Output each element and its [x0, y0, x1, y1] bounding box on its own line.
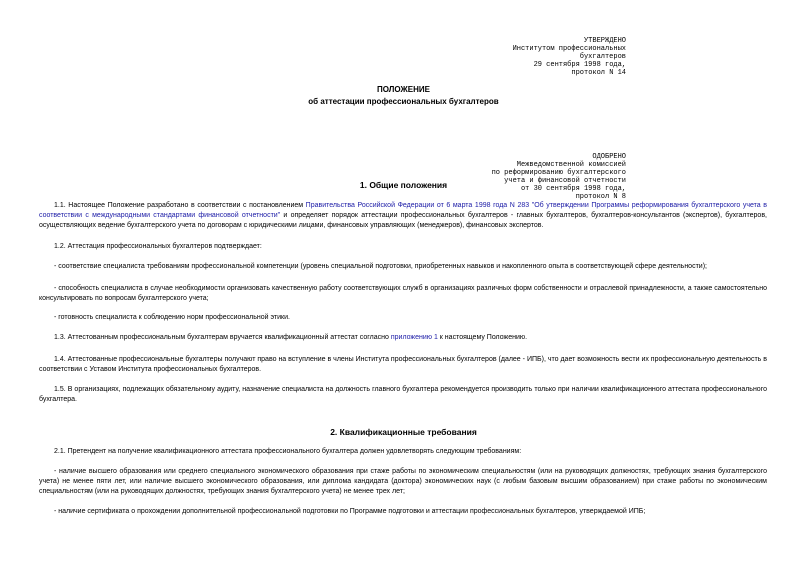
section-1-title: 1. Общие положения [359, 180, 448, 190]
paragraph-1-2-item-b: - способность специалиста в случае необходимости организовать качественную работу соответствующих служб в организациях различных форм собственности и отраслевой принадлежности, а также самостоятельно консультировать по вопросам бухгалтерского учета; [39, 285, 767, 302]
government-decree-link[interactable]: Правительства Российской Федерации от 6 марта 1998 года N 283 "Об утверждении Программы реформирования бухгалтерского учета в соответствии с международными стандартами финансовой отчетности" [39, 202, 767, 219]
paragraph-2-1: 2.1. Претендент на получение квалификационного аттестата профессионального бухгалтера должен удовлетворять следующим требованиям: [54, 448, 522, 455]
paragraph-1-2: 1.2. Аттестация профессиональных бухгалтеров подтверждает: [54, 243, 262, 250]
paragraph-text: 1.3. Аттестованным профессиональным бухгалтерам вручается квалификационный аттестат согласно [54, 334, 391, 341]
paragraph-1-3 [39, 333, 767, 343]
paragraph-2-1-item-a: - наличие высшего образования или среднего специального экономического образования при стаже работы по экономическим специальностям (или на руководящих должностях, требующих знания бухгалтерского учета) не менее пяти лет, или наличие высшего экономического образования, или диплома кандидата (доктора) экономических наук (с любым базовым высшим образованием) при стаже работы по экономическим специальностям (или на руководящих должностях, требующих знания бухгалтерского учета) не менее трех лет; [39, 468, 767, 495]
paragraph-1-2-item-a: - соответствие специалиста требованиям профессиональной компетенции (уровень специальной подготовки, приобретенных навыков и накопленного опыта в соответствующей сфере деятельности); [54, 263, 707, 270]
paragraph-2-1-item-b: - наличие сертификата о прохождении дополнительной профессиональной подготовки по Программе подготовки и аттестации профессиональных бухгалтеров, утверждаемой ИПБ; [54, 508, 646, 515]
approval-line: ОДОБРЕНО [592, 153, 626, 161]
paragraph-text: и определяет порядок аттестации профессиональных бухгалтеров - главных бухгалтеров, бухгалтеров-консультантов (экспертов), бухгалтеров, осуществляющих ведение бухгалтерского учета по договорам с юридическими лицами, финансовых управляющих (менеджеров), финансовых экспертов. [39, 212, 767, 229]
approval-stamp-commission [440, 153, 626, 201]
paragraph-text: 1.1. Настоящее Положение разработано в соответствии с постановлением [54, 202, 306, 209]
approval-stamp-institute [440, 37, 626, 77]
paragraph-1-1 [39, 201, 767, 231]
appendix-1-link[interactable]: приложению 1 [390, 334, 438, 341]
paragraph-text: к настоящему Положению. [437, 334, 528, 341]
approval-line: учета и финансовой отчетности [504, 177, 626, 185]
document-subtitle: об аттестации профессиональных бухгалтеров [308, 97, 499, 106]
approval-line: протокол N 14 [571, 69, 626, 77]
approval-line: Институтом профессиональных [512, 45, 626, 53]
document-title: ПОЛОЖЕНИЕ [377, 85, 430, 94]
approval-line: бухгалтеров [579, 53, 626, 61]
section-2-title: 2. Квалификационные требования [330, 427, 477, 437]
approval-line: от 30 сентября 1998 года, [520, 185, 626, 193]
approval-line: УТВЕРЖДЕНО [583, 37, 626, 45]
paragraph-1-5: 1.5. В организациях, подлежащих обязательному аудиту, назначение специалиста на должность главного бухгалтера рекомендуется производить только при наличии квалификационного аттестата профессионального бухгалтера. [39, 386, 767, 403]
approval-line: 29 сентября 1998 года, [533, 61, 626, 69]
approval-line: по реформированию бухгалтерского [491, 169, 626, 177]
approval-line: протокол N 8 [575, 193, 626, 201]
paragraph-1-2-item-c: - готовность специалиста к соблюдению норм профессиональной этики. [54, 314, 290, 321]
approval-line: Межведомственной комиссией [516, 161, 626, 169]
paragraph-1-4: 1.4. Аттестованные профессиональные бухгалтеры получают право на вступление в члены Института профессиональных бухгалтеров (далее - ИПБ), что дает возможность вести их профессиональную деятельность в соответствии с Уставом Института профессиональных бухгалтеров. [39, 356, 767, 373]
